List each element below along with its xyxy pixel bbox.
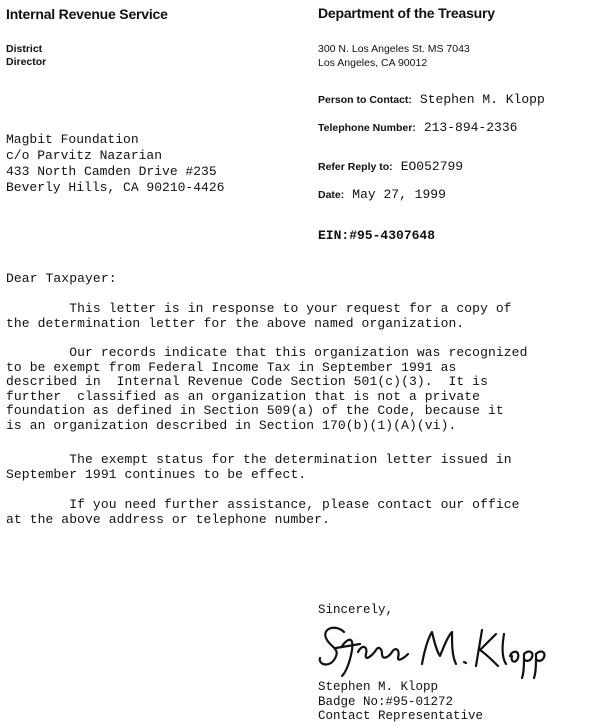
recipient-line2: c/o Parvitz Nazarian bbox=[6, 148, 163, 163]
person-to-contact bbox=[318, 90, 545, 108]
paragraph-line: This letter is in response to your request for a copy of bbox=[6, 301, 512, 316]
paragraph-line: to be exempt from Federal Income Tax in September 1991 as bbox=[6, 359, 457, 375]
letter-date bbox=[318, 185, 446, 203]
office-address-line2: Los Angeles, CA 90012 bbox=[318, 57, 428, 69]
handwritten-signature bbox=[312, 618, 552, 680]
office-address-line1: 300 N. Los Angeles St. MS 7043 bbox=[318, 43, 470, 55]
person-to-contact-label: Person to Contact: bbox=[318, 94, 412, 106]
recipient-line1: Magbit Foundation bbox=[6, 132, 139, 147]
recipient-line4: Beverly Hills, CA 90210-4426 bbox=[6, 180, 225, 195]
paragraph-records bbox=[6, 346, 598, 433]
director-line: Director bbox=[6, 56, 47, 68]
office-address bbox=[318, 42, 470, 70]
telephone-value: 213-894-2336 bbox=[423, 120, 518, 135]
telephone-label: Telephone Number: bbox=[318, 122, 416, 134]
paragraph-line: September 1991 continues to be effect. bbox=[6, 466, 307, 482]
ein-number: EIN:#95-4307648 bbox=[318, 228, 436, 243]
paragraph-line: at the above address or telephone number. bbox=[6, 511, 330, 527]
signer-name: Stephen M. Klopp bbox=[318, 680, 439, 694]
paragraph-line: the determination letter for the above named organization. bbox=[6, 315, 465, 331]
paragraph-line: The exempt status for the determination letter issued in bbox=[6, 452, 512, 467]
closing-sincerely: Sincerely, bbox=[318, 603, 394, 617]
person-to-contact-value: Stephen M. Klopp bbox=[419, 92, 545, 107]
refer-reply-value: EO052799 bbox=[400, 159, 464, 174]
agency-name: Internal Revenue Service bbox=[6, 6, 168, 22]
paragraph-assistance bbox=[6, 498, 598, 527]
paragraph-line: Our records indicate that this organization was recognized bbox=[6, 345, 528, 360]
paragraph-request bbox=[6, 302, 598, 331]
refer-reply-label: Refer Reply to: bbox=[318, 161, 393, 173]
telephone-number bbox=[318, 118, 517, 136]
recipient-address bbox=[6, 132, 224, 196]
district-director-title bbox=[6, 43, 46, 69]
district-line: District bbox=[6, 43, 43, 55]
signature-scribble-icon bbox=[312, 618, 552, 680]
paragraph-exempt-status bbox=[6, 453, 598, 482]
salutation: Dear Taxpayer: bbox=[6, 271, 117, 286]
date-value: May 27, 1999 bbox=[352, 187, 446, 202]
date-label: Date: bbox=[318, 189, 345, 201]
paragraph-line: If you need further assistance, please contact our office bbox=[6, 497, 520, 512]
paragraph-line: described in Internal Revenue Code Section 501(c)(3). It is bbox=[6, 374, 488, 389]
signer-block bbox=[318, 680, 483, 724]
department-name: Department of the Treasury bbox=[318, 5, 495, 21]
paragraph-line: foundation as defined in Section 509(a) of the Code, because it bbox=[6, 403, 504, 418]
signer-title: Contact Representative bbox=[318, 709, 484, 723]
paragraph-line: further classified as an organization that is not a private bbox=[6, 388, 481, 404]
refer-reply-to bbox=[318, 157, 463, 175]
recipient-line3: 433 North Camden Drive #235 bbox=[6, 164, 217, 179]
paragraph-line: is an organization described in Section 170(b)(1)(A)(vi). bbox=[6, 417, 457, 433]
signer-badge: Badge No:#95-01272 bbox=[318, 694, 454, 709]
